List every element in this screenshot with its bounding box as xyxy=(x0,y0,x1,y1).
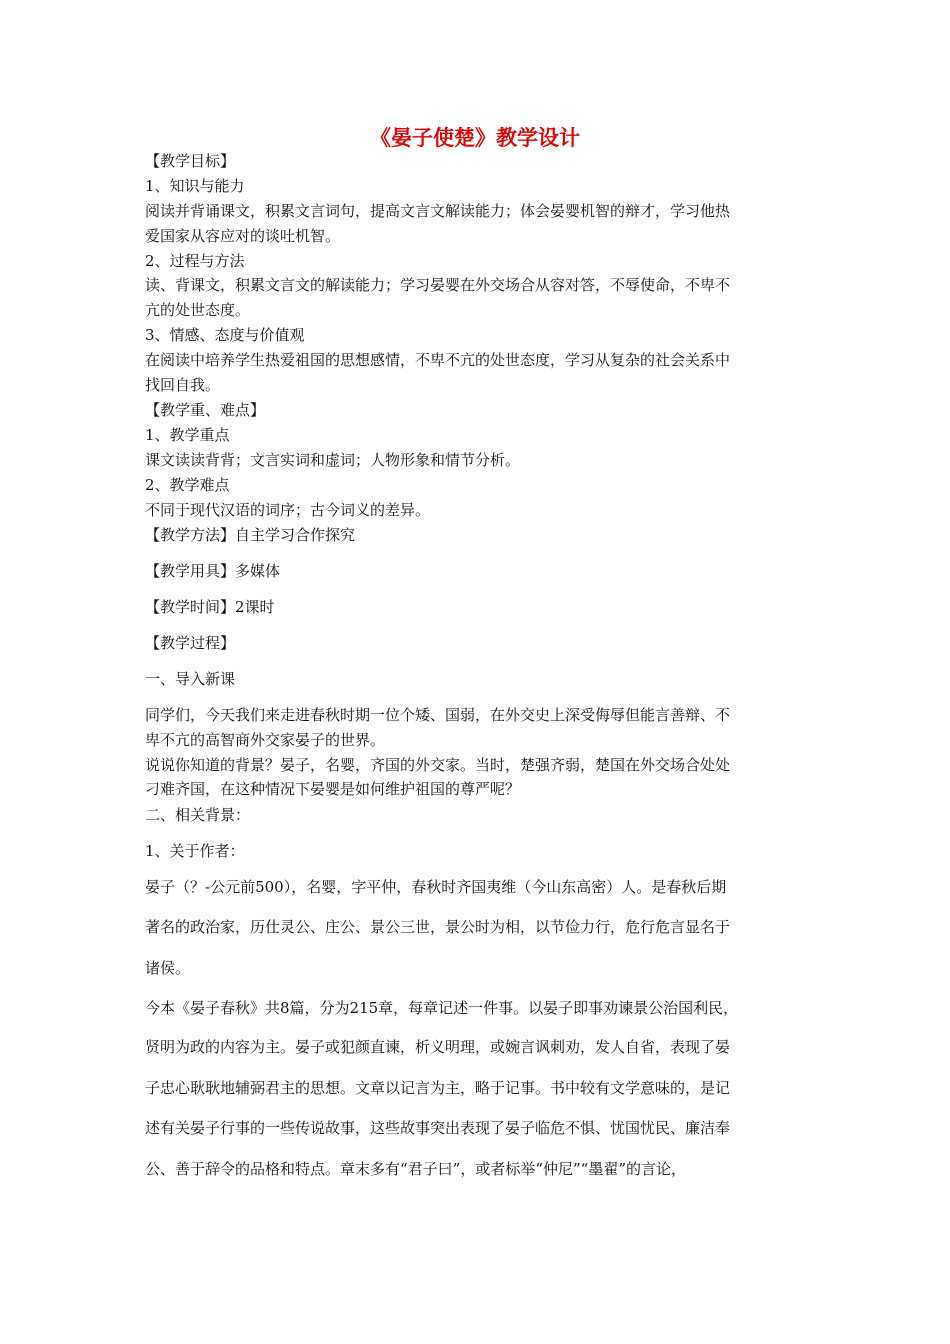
text-line: 不同于现代汉语的词序；古今词义的差异。 xyxy=(145,501,431,519)
text-line: 找回自我。 xyxy=(145,376,221,394)
subheading-background: 二、相关背景： xyxy=(145,806,251,824)
subheading-intro: 一、导入新课 xyxy=(145,670,236,688)
document-title: 《晏子使楚》教学设计 xyxy=(370,126,580,150)
section-heading-time: 【教学时间】2课时 xyxy=(145,598,275,616)
subheading-knowledge: 1、知识与能力 xyxy=(145,177,245,195)
text-line: 读、背课文，积累文言文的解读能力；学习晏婴在外交场合从容对答，不辱使命，不卑不 xyxy=(145,276,731,294)
text-line: 子忠心耿耿地辅弼君主的思想。文章以记言为主，略于记事。书中较有文学意味的，是记 xyxy=(145,1079,731,1097)
section-heading-goals: 【教学目标】 xyxy=(145,152,236,170)
text-line: 阅读并背诵课文，积累文言词句，提高文言文解读能力；体会晏婴机智的辩才，学习他热 xyxy=(145,202,731,220)
text-line: 今本《晏子春秋》共8篇，分为215章，每章记述一件事。以晏子即事劝谏景公治国利民， xyxy=(145,999,739,1017)
text-line: 同学们，今天我们来走进春秋时期一位个矮、国弱，在外交史上深受侮辱但能言善辩、不 xyxy=(145,706,731,724)
text-line: 爱国家从容应对的谈吐机智。 xyxy=(145,227,341,245)
text-line: 亢的处世态度。 xyxy=(145,301,251,319)
text-line: 卑不亢的高智商外交家晏子的世界。 xyxy=(145,731,386,749)
subheading-process: 2、过程与方法 xyxy=(145,252,245,270)
text-line: 在阅读中培养学生热爱祖国的思想感情，不卑不亢的处世态度，学习从复杂的社会关系中 xyxy=(145,351,731,369)
subheading-focus: 1、教学重点 xyxy=(145,426,230,444)
text-line: 晏子（？-公元前500），名婴，字平仲，春秋时齐国夷维（今山东高密）人。是春秋后期 xyxy=(145,878,727,896)
section-heading-tools: 【教学用具】多媒体 xyxy=(145,562,281,580)
section-heading-key-points: 【教学重、难点】 xyxy=(145,401,266,419)
text-line: 贤明为政的内容为主。晏子或犯颜直谏，析义明理，或婉言讽刺劝，发人自省，表现了晏 xyxy=(145,1038,731,1056)
section-heading-method: 【教学方法】自主学习合作探究 xyxy=(145,526,356,544)
text-line: 刁难齐国，在这种情况下晏婴是如何维护祖国的尊严呢？ xyxy=(145,780,521,798)
text-line: 著名的政治家，历仕灵公、庄公、景公三世，景公时为相，以节俭力行，危行危言显名于 xyxy=(145,918,731,936)
subheading-difficulty: 2、教学难点 xyxy=(145,476,230,494)
subheading-emotion: 3、情感、态度与价值观 xyxy=(145,326,305,344)
section-heading-process: 【教学过程】 xyxy=(145,634,236,652)
subheading-author: 1、关于作者： xyxy=(145,842,245,860)
text-line: 公、善于辞令的品格和特点。章末多有“君子曰”，或者标举“仲尼”“墨翟”的言论， xyxy=(145,1160,687,1178)
text-line: 说说你知道的背景？晏子，名婴，齐国的外交家。当时，楚强齐弱，楚国在外交场合处处 xyxy=(145,756,731,774)
text-line: 述有关晏子行事的一些传说故事，这些故事突出表现了晏子临危不惧、忧国忧民、廉洁奉 xyxy=(145,1119,731,1137)
text-line: 课文读读背背；文言实词和虚词；人物形象和情节分析。 xyxy=(145,451,521,469)
text-line: 诸侯。 xyxy=(145,959,191,977)
